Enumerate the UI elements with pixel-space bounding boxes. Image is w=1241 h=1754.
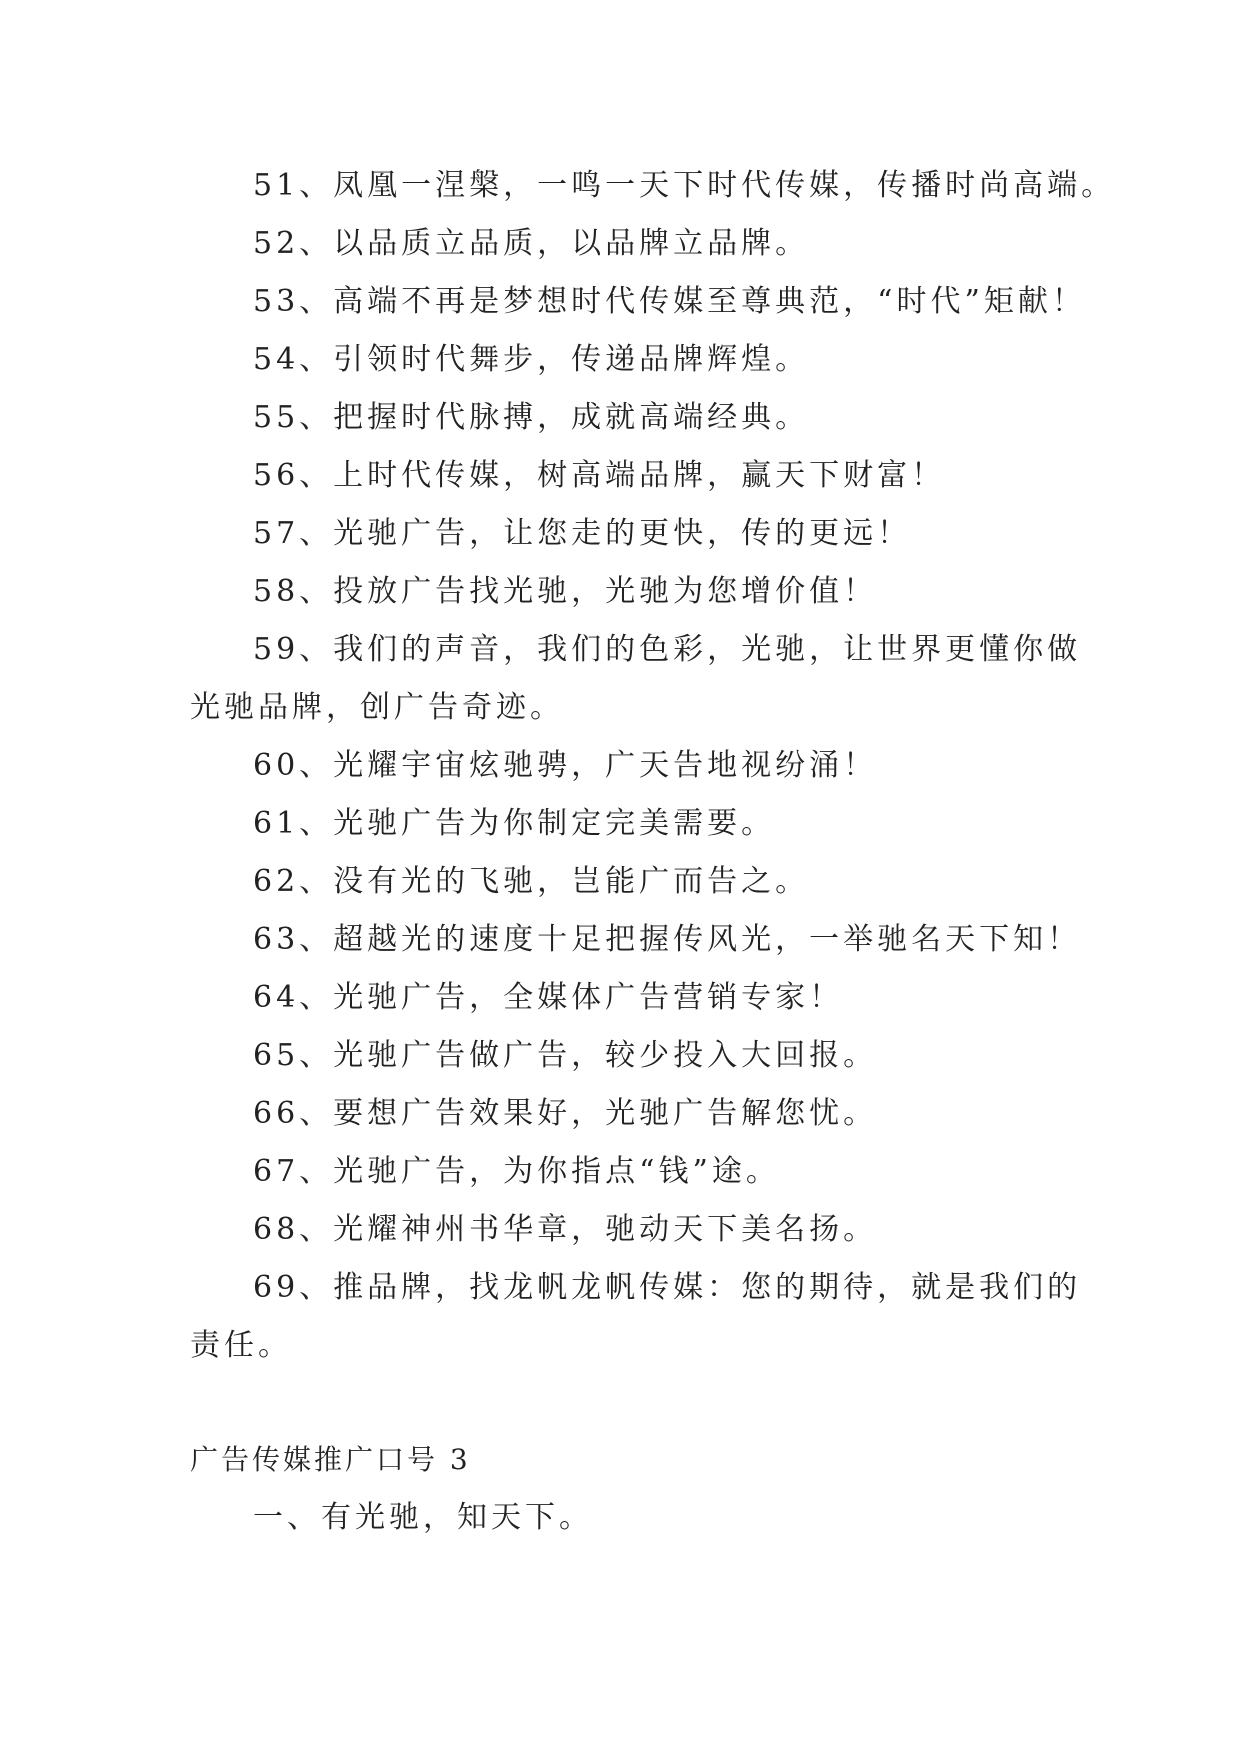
slogan-56: 56、上时代传媒，树高端品牌，赢天下财富！ bbox=[253, 458, 946, 493]
slogan-52: 52、以品质立品质，以品牌立品牌。 bbox=[253, 226, 810, 261]
slogan-59-continued: 光驰品牌，创广告奇迹。 bbox=[190, 690, 564, 725]
slogan-58: 58、投放广告找光驰，光驰为您增价值！ bbox=[253, 574, 878, 609]
slogan-53: 53、高端不再是梦想时代传媒至尊典范，“时代”矩献！ bbox=[253, 284, 1086, 319]
slogan-55: 55、把握时代脉搏，成就高端经典。 bbox=[253, 400, 810, 435]
slogan-57: 57、光驰广告，让您走的更快，传的更远！ bbox=[253, 516, 912, 551]
slogan-67: 67、光驰广告，为你指点“钱”途。 bbox=[253, 1154, 780, 1189]
slogan-51: 51、凤凰一涅槃，一鸣一天下时代传媒，传播时尚高端。 bbox=[253, 168, 1116, 203]
slogan-64: 64、光驰广告，全媒体广告营销专家！ bbox=[253, 980, 844, 1015]
slogan-62: 62、没有光的飞驰，岂能广而告之。 bbox=[253, 864, 810, 899]
slogan-69: 69、推品牌，找龙帆龙帆传媒：您的期待，就是我们的 bbox=[253, 1270, 1082, 1305]
slogan-68: 68、光耀神州书华章，驰动天下美名扬。 bbox=[253, 1212, 878, 1247]
slogan-54: 54、引领时代舞步，传递品牌辉煌。 bbox=[253, 342, 810, 377]
slogan-63: 63、超越光的速度十足把握传风光，一举驰名天下知！ bbox=[253, 922, 1082, 957]
slogan-61: 61、光驰广告为你制定完美需要。 bbox=[253, 806, 776, 841]
section-item-1: 一、有光驰，知天下。 bbox=[253, 1500, 593, 1535]
slogan-65: 65、光驰广告做广告，较少投入大回报。 bbox=[253, 1038, 878, 1073]
section-heading: 广告传媒推广口号 3 bbox=[190, 1443, 471, 1476]
slogan-66: 66、要想广告效果好，光驰广告解您忧。 bbox=[253, 1096, 878, 1131]
slogan-69-continued: 责任。 bbox=[190, 1328, 292, 1363]
slogan-59: 59、我们的声音，我们的色彩，光驰，让世界更懂你做 bbox=[253, 632, 1082, 667]
slogan-60: 60、光耀宇宙炫驰骋，广天告地视纷涌！ bbox=[253, 748, 878, 783]
